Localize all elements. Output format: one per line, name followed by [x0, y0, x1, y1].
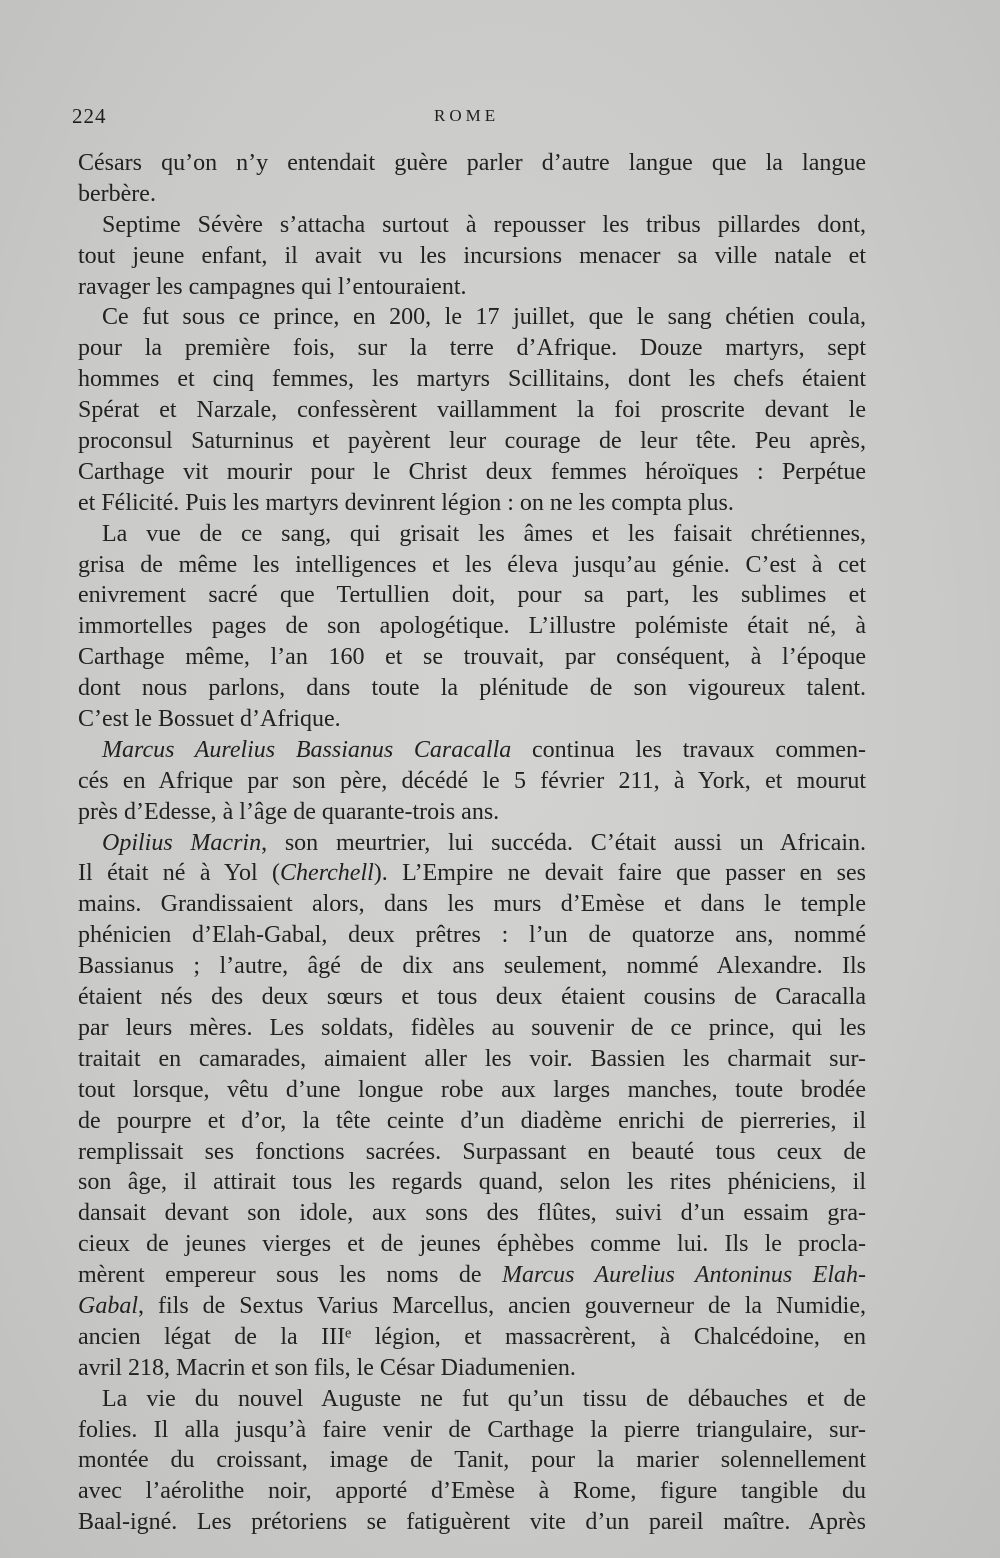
text-line: Baal-igné. Les prétoriens se fatiguèrent vite d’un pareil maître. Après: [78, 1509, 866, 1536]
text-line: [78, 1291, 866, 1322]
text-line: remplissait ses fonctions sacrées. Surpassant en beauté tous ceux de: [78, 1138, 866, 1165]
text-line: son âge, il attirait tous les regards quand, selon les rites phéniciens, il: [78, 1169, 866, 1196]
text-line: [78, 828, 866, 859]
text-span: ). L’Empire ne devait faire que passer en ses: [373, 860, 866, 887]
text-span: Il était né à Yol (: [78, 860, 281, 887]
text-line: traitait en camarades, aimaient aller les voir. Bassien les charmait sur-: [78, 1045, 866, 1072]
text-line: avril 218, Macrin et son fils, le César Diadumenien.: [78, 1354, 576, 1381]
page-number: 224: [72, 104, 107, 128]
text-line: grisa de même les intelligences et les éleva jusqu’au génie. C’est à cet: [78, 551, 866, 578]
text-span: , son meurtrier, lui succéda. C’était aussi un Africain.: [261, 829, 867, 856]
text-line: et Félicité. Puis les martyrs devinrent légion : on ne les compta plus.: [78, 489, 734, 516]
text-line: folies. Il alla jusqu’à faire venir de Carthage la pierre triangulaire, sur-: [78, 1416, 866, 1443]
text-line: Septime Sévère s’attacha surtout à repousser les tribus pillardes dont,: [102, 211, 866, 238]
text-line: hommes et cinq femmes, les martyrs Scillitains, dont les chefs étaient: [78, 366, 866, 393]
text-line: Ce fut sous ce prince, en 200, le 17 juillet, que le sang chétien coula,: [102, 304, 866, 331]
text-line: montée du croissant, image de Tanit, pour la marier solennellement: [78, 1447, 866, 1474]
text-line: Spérat et Narzale, confessèrent vaillamment la foi proscrite devant le: [78, 397, 866, 424]
text-line: [78, 1260, 866, 1291]
text-line: près d’Edesse, à l’âge de quarante-trois ans.: [78, 798, 500, 825]
text-line: mains. Grandissaient alors, dans les murs d’Emèse et dans le temple: [78, 891, 866, 918]
text-line: Césars qu’on n’y entendait guère parler d’autre langue que la langue: [78, 150, 866, 176]
text-line: La vue de ce sang, qui grisait les âmes et les faisait chrétiennes,: [102, 520, 866, 547]
italic-name: Gabal: [78, 1292, 138, 1319]
text-line: dont nous parlons, dans toute la plénitude de son vigoureux talent.: [78, 675, 866, 702]
page-header: [72, 104, 862, 134]
text-line: cieux de jeunes vierges et de jeunes éphèbes comme lui. Ils le procla-: [78, 1231, 866, 1258]
text-line: tout jeune enfant, il avait vu les incursions menacer sa ville natale et: [78, 242, 866, 269]
italic-name: Marcus Aurelius Antoninus Elah-: [501, 1262, 866, 1289]
text-line: proconsul Saturninus et payèrent leur courage de leur tête. Peu après,: [78, 428, 866, 455]
text-span: mèrent empereur sous les noms de: [78, 1262, 502, 1289]
text-line: immortelles pages de son apologétique. L’illustre polémiste était né, à: [78, 613, 866, 640]
text-line: [78, 858, 866, 889]
text-line: cés en Afrique par son père, décédé le 5 février 211, à York, et mourut: [78, 767, 866, 794]
text-line: Bassianus ; l’autre, âgé de dix ans seulement, nommé Alexandre. Ils: [78, 953, 866, 980]
running-title: ROME: [434, 106, 500, 125]
text-line: La vie du nouvel Auguste ne fut qu’un tissu de débauches et de: [102, 1385, 866, 1412]
text-line: ancien légat de la IIIᵉ légion, et massacrèrent, à Chalcédoine, en: [78, 1323, 866, 1350]
text-line: de pourpre et d’or, la tête ceinte d’un diadème enrichi de pierreries, il: [78, 1107, 866, 1134]
text-line: tout lorsque, vêtu d’une longue robe aux larges manches, toute brodée: [78, 1076, 866, 1103]
text-line: pour la première fois, sur la terre d’Afrique. Douze martyrs, sept: [78, 335, 866, 362]
text-line: avec l’aérolithe noir, apporté d’Emèse à Rome, figure tangible du: [78, 1478, 866, 1505]
text-line: phénicien d’Elah-Gabal, deux prêtres : l’un de quatorze ans, nommé: [78, 922, 866, 949]
text-line: C’est le Bossuet d’Afrique.: [78, 706, 341, 733]
italic-name: Marcus Aurelius Bassianus Caracalla: [102, 736, 512, 763]
text-span: continua les travaux commen-: [511, 736, 867, 763]
text-line: berbère.: [78, 180, 156, 207]
text-line: étaient nés des deux sœurs et tous deux étaient cousins de Caracalla: [78, 984, 866, 1011]
text-line: [78, 735, 866, 766]
text-line: ravager les campagnes qui l’entouraient.: [78, 273, 467, 300]
italic-name: Opilius Macrin: [102, 829, 262, 856]
text-line: Carthage même, l’an 160 et se trouvait, par conséquent, à l’époque: [78, 644, 866, 671]
text-line: par leurs mères. Les soldats, fidèles au souvenir de ce prince, qui les: [78, 1014, 866, 1041]
text-span: , fils de Sextus Varius Marcellus, ancien gouverneur de la Numidie,: [138, 1292, 866, 1319]
body-text: [78, 148, 866, 1538]
italic-name: Cherchell: [280, 860, 374, 887]
text-line: enivrement sacré que Tertullien doit, pour sa part, les sublimes et: [78, 582, 866, 609]
text-line: Carthage vit mourir pour le Christ deux femmes héroïques : Perpétue: [78, 458, 866, 485]
text-line: dansait devant son idole, aux sons des flûtes, suivi d’un essaim gra-: [78, 1200, 866, 1227]
